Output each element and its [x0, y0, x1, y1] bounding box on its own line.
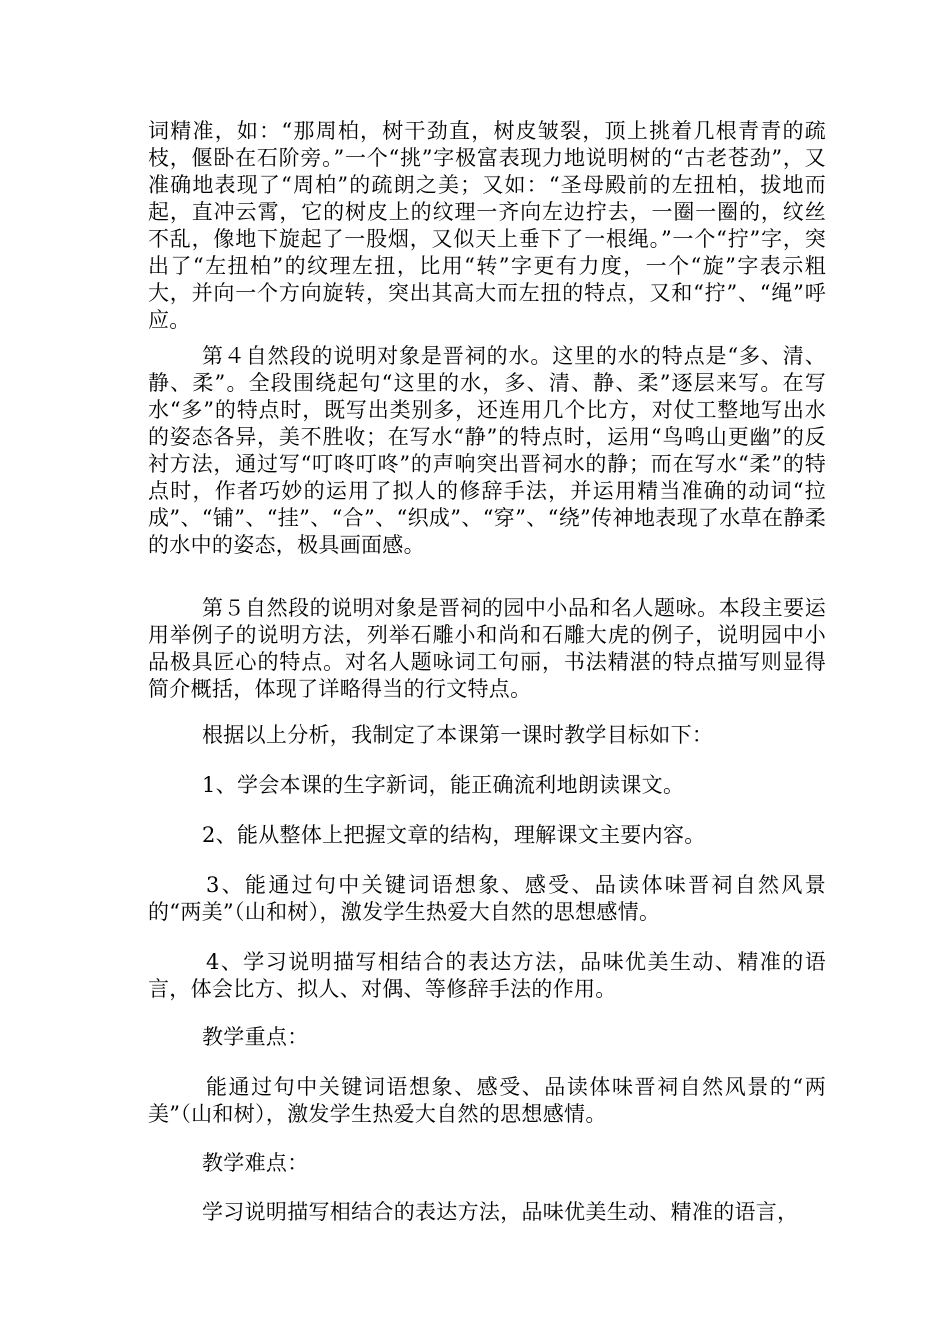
paragraph-garden-analysis: 第５自然段的说明对象是晋祠的园中小品和名人题咏。本段主要运用举例子的说明方法，列举石雕小和尚和石雕大虎的例子，说明园中小品极具匠心的特点。对名人题咏词工句丽，书法精湛的特点描写则显得简介概括，体现了详略得当的行文特点。 [148, 596, 826, 701]
objective-item-4: 4、学习说明描写相结合的表达方法，品味优美生动、精准的语言，体会比方、拟人、对偶、等修辞手法的作用。 [148, 950, 826, 1001]
objective-item-3: 3、能通过句中关键词语想象、感受、品读体味晋祠自然风景的“两美”（山和树），激发学生热爱大自然的思想感情。 [148, 873, 826, 924]
objective-item-1: 1、学会本课的生字新词，能正确流利地朗读课文。 [202, 773, 685, 797]
paragraph-tree-analysis: 词精准，如：“那周柏，树干劲直，树皮皱裂，顶上挑着几根青青的疏枝，偃卧在石阶旁。”一个“挑”字极富表现力地说明树的“古老苍劲”，又准确地表现了“周柏”的疏朗之美；又如：“圣母殿前的左扭柏，拔地而起，直冲云霄，它的树皮上的纹理一齐向左边拧去，一圈一圈的，纹丝不乱，像地下旋起了一股烟，又似天上垂下了一根绳。”一个“拧”字，突出了“左扭柏”的纹理左扭，比用“转”字更有力度，一个“旋”字表示粗大，并向一个方向旋转，突出其高大而左扭的特点，又和“拧”、“绳”呼应。 [148, 119, 826, 332]
heading-key-points: 教学重点： [202, 1025, 309, 1049]
heading-difficult-points: 教学难点： [202, 1151, 309, 1175]
paragraph-water-analysis: 第４自然段的说明对象是晋祠的水。这里的水的特点是“多、清、静、柔”。全段围绕起句“这里的水，多、清、静、柔”逐层来写。在写水“多”的特点时，既写出类别多，还连用几个比方，对仗工整地写出水的姿态各异，美不胜收；在写水“静”的特点时，运用“鸟鸣山更幽”的反衬方法，通过写“叮咚叮咚”的声响突出晋祠水的静；而在写水“柔”的特点时，作者巧妙的运用了拟人的修辞手法，并运用精当准确的动词“拉成”、“铺”、“挂”、“合”、“织成”、“穿”、“绕”传神地表现了水草在静柔的水中的姿态，极具画面感。 [148, 344, 826, 557]
paragraph-difficult-points: 学习说明描写相结合的表达方法，品味优美生动、精准的语言， [202, 1200, 799, 1224]
objective-item-2: 2、能从整体上把握文章的结构，理解课文主要内容。 [202, 823, 706, 847]
paragraph-key-points: 能通过句中关键词语想象、感受、品读体味晋祠自然风景的“两美”（山和树），激发学生热爱大自然的思想感情。 [148, 1075, 826, 1126]
paragraph-objectives-intro: 根据以上分析，我制定了本课第一课时教学目标如下： [202, 723, 714, 747]
